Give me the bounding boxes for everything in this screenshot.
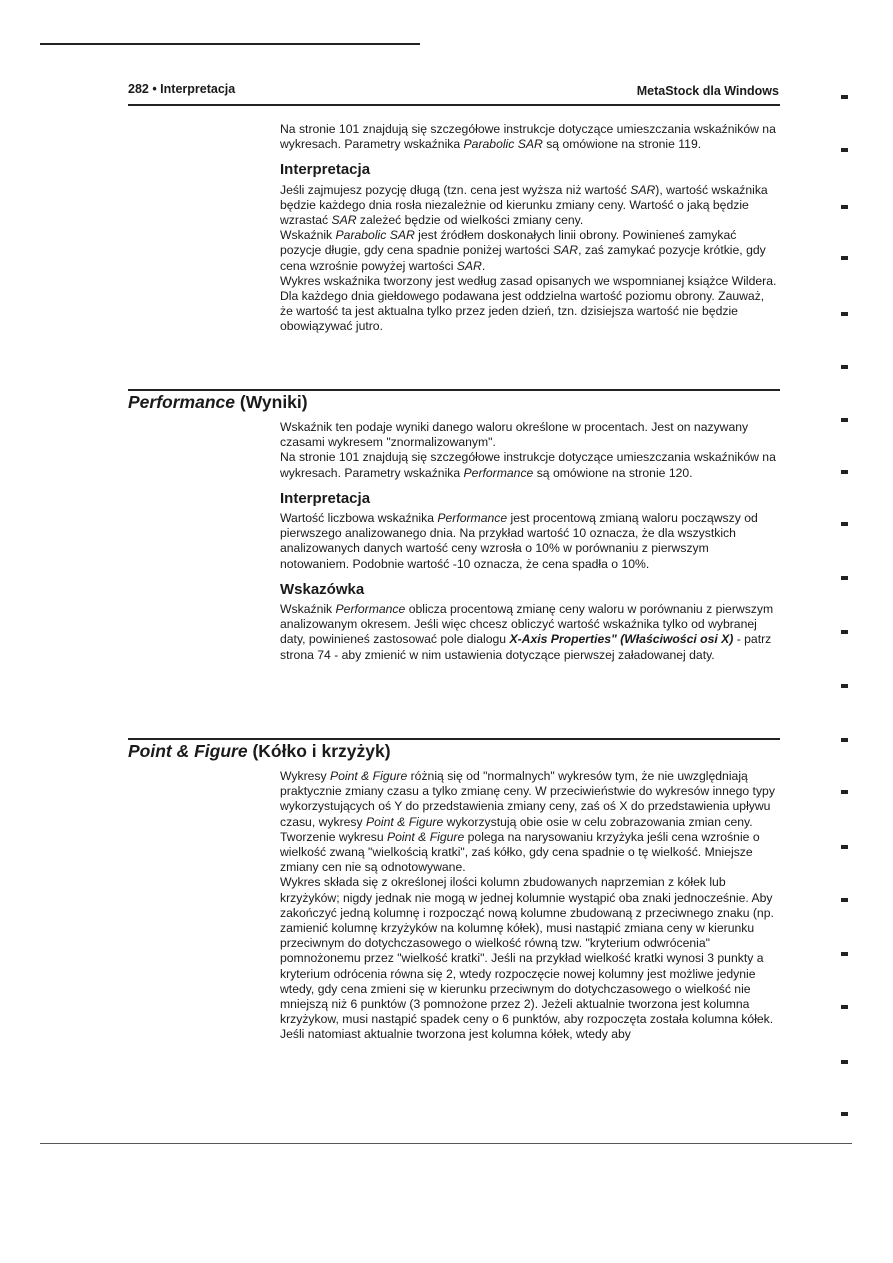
scan-mark	[841, 684, 848, 688]
scan-mark	[841, 522, 848, 526]
scan-mark	[841, 845, 848, 849]
scan-mark	[841, 312, 848, 316]
interp-paragraph-3: Wykres wskaźnika tworzony jest według zasad opisanych we wspomnianej książce Wildera. Dla każdego dnia giełdowego podawana jest oddzielna wartość poziomu obrony. Zauważ, że wartość ta jest aktualna tylko przez jeden dzień, tzn. dzisiejsza wartość nie będzie obowiązywać jutro.	[280, 273, 777, 334]
section-rule-point-figure	[128, 738, 780, 740]
intro-paragraph: Na stronie 101 znajdują się szczegółowe instrukcje dotyczące umieszczania wskaźników na wykresach. Parametry wskaźnika Parabolic SAR są omówione na stronie 119.	[280, 122, 776, 152]
header-rule	[128, 104, 780, 106]
scan-mark	[841, 1112, 848, 1116]
scan-mark	[841, 738, 848, 742]
running-header-right: MetaStock dla Windows	[636, 84, 779, 98]
performance-interpretation-paragraph: Wartość liczbowa wskaźnika Performance jest procentową zmianą waloru począwszy od pierwszego analizowanego dnia. Na przykład wartość 10 oznacza, że dla wszystkich analizowanych danych wartość ceny wzrosła o 10% w porównaniu z pierwszym notowaniem. Podobnie wartość -10 oznacza, że cena spadła o 10%.	[280, 511, 758, 571]
interp-paragraph-2: Wskaźnik Parabolic SAR jest źródłem doskonałych linii obrony. Powinieneś zamykać pozycje długie, gdy cena spadnie poniżej wartości SAR, zaś zamykać pozycje krótkie, gdy cena wzrośnie powyżej wartości SAR.	[280, 228, 766, 273]
sar-section	[280, 122, 780, 335]
performance-paragraph-2: Na stronie 101 znajdują się szczegółowe instrukcje dotyczące umieszczania wskaźników na wykresach. Parametry wskaźnika Performance są omówione na stronie 120.	[280, 450, 776, 480]
tip-heading: Wskazówka	[280, 580, 365, 598]
pf-paragraph-3: Wykres składa się z określonej ilości kolumn zbudowanych naprzemian z kółek lub krzyżyków; nigdy jednak nie mogą w jednej kolumnie wystąpić oba znaki jednocześnie. Aby zakończyć jedną kolumnę i rozpocząć nową kolumne zbudowaną z przeciwnego znaku (np. zamienić kolumnę krzyżyków na kolumnę kółek), musi nastąpić zmiana ceny w kierunku przeciwnym do dotychczasowego o wielkość równą tzw. "kryterium odwrócenia" pomnożonemu przez "wielkość kratki". Jeśli na przykład wielkość kratki wynosi 3 punkty a kryterium odrócenia równa się 2, wtedy rozpoczęcie nowej kolumny jest możliwe jedynie wtedy, gdy cena zmieni się w kierunku przeciwnym do dotychczasowego o wielkość nie mniejszą niż 6 punktów (3 pomnożone przez 2). Jeżeli aktualnie tworzona jest kolumna krzyżykow, musi nastąpić spadek ceny o 6 punktów, aby rozpoczęta została kolumna kółek. Jeśli natomiast aktualnie tworzona jest kolumna kółek, wtedy aby	[280, 875, 774, 1042]
scan-mark	[841, 365, 848, 369]
scan-mark	[841, 95, 848, 99]
scan-mark	[841, 470, 848, 474]
section-rule-performance	[128, 389, 780, 391]
scan-mark	[841, 576, 848, 580]
pf-paragraph-2: Tworzenie wykresu Point & Figure polega na narysowaniu krzyżyka jeśli cena wzrośnie o wielkość zwaną "wielkością kratki", zaś kółko, gdy cena spadnie o tę wielkość. Mniejsze zmiany cen nie są odnotowywane.	[280, 829, 760, 875]
scan-mark	[841, 898, 848, 902]
scan-mark	[841, 790, 848, 794]
pf-paragraph-1: Wykresy Point & Figure różnią się od "normalnych" wykresów tym, że nie uwzględniają praktycznie zmiany czasu a tylko zmianę ceny. W przeciwieństwie do wykresów innego typy wykorzystujących oś Y do przedstawienia zmiany ceny, zaś oś X do przedstawienia upływu czasu, wykresy Point & Figure wykorzystują obie osie w celu zobrazowania zmian ceny.	[280, 769, 775, 829]
scan-mark	[841, 1005, 848, 1009]
performance-section	[280, 420, 780, 663]
interp-paragraph-1: Jeśli zajmujesz pozycję długą (tzn. cena jest wyższa niż wartość SAR), wartość wskaźnika będzie każdego dnia rosła niezależnie od kierunku zmiany ceny. Wartość o jaką będzie wzrastać SAR zależeć będzie od wielkości zmiany ceny.	[280, 182, 768, 228]
scan-mark	[841, 418, 848, 422]
performance-interpretation-heading: Interpretacja	[280, 489, 371, 507]
scan-mark	[841, 952, 848, 956]
scan-mark	[841, 205, 848, 209]
point-figure-title: Point & Figure (Kółko i krzyżyk)	[128, 741, 391, 761]
running-header-left: 282 • Interpretacja	[128, 82, 236, 96]
scan-mark	[841, 256, 848, 260]
performance-paragraph-1: Wskaźnik ten podaje wyniki danego waloru określone w procentach. Jest on nazywany czasami wykresem "znormalizowanym".	[280, 420, 749, 450]
scan-mark	[841, 1060, 848, 1064]
point-figure-section	[280, 769, 780, 1043]
interpretation-heading: Interpretacja	[280, 161, 371, 179]
performance-title: Performance (Wyniki)	[128, 392, 308, 412]
top-scan-line	[40, 43, 420, 45]
scan-mark	[841, 630, 848, 634]
scan-mark	[841, 148, 848, 152]
tip-paragraph: Wskaźnik Performance oblicza procentową zmianę ceny waloru w porównaniu z pierwszym analizowanym okresem. Jeśli więc chcesz obliczyć wartość wskaźnika tylko od wybranej daty, powinieneś zastosować pole dialogu X-Axis Properties" (Właściwości osi X) - patrz strona 74 - aby zmienić w nim ustawienia dotyczące pierwszej załadowanej daty.	[280, 602, 774, 662]
bottom-scan-line	[40, 1143, 852, 1144]
